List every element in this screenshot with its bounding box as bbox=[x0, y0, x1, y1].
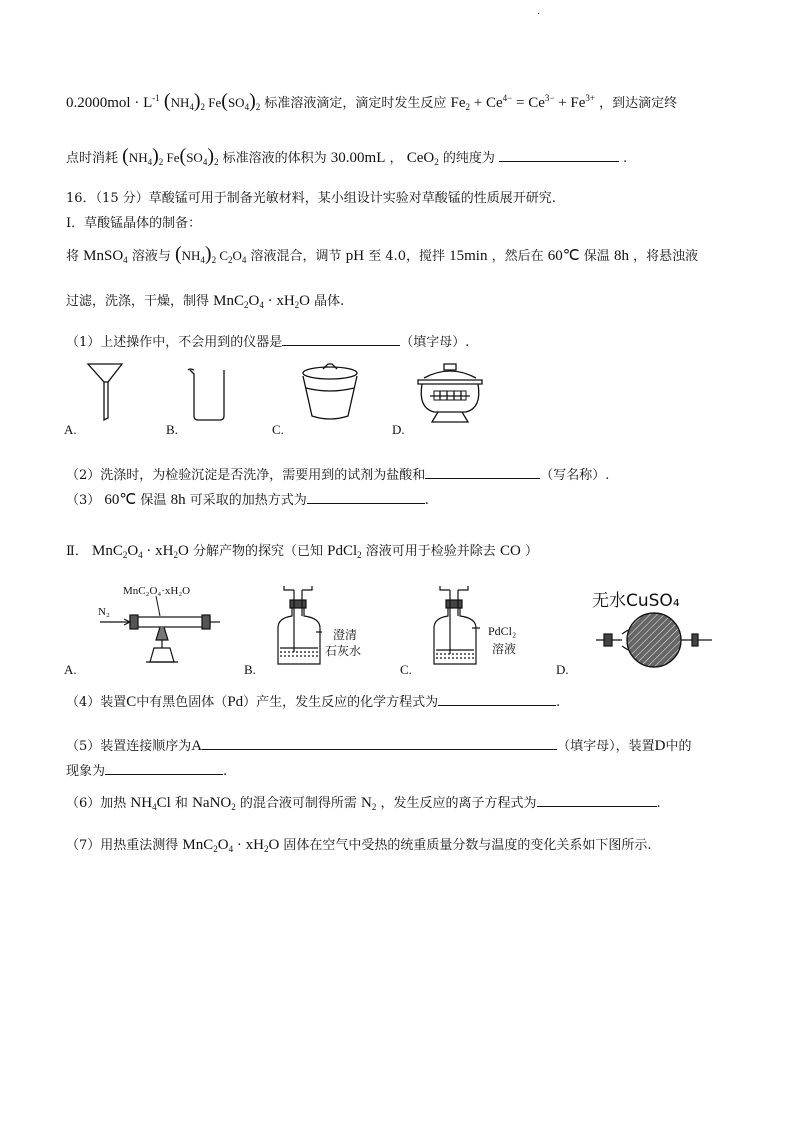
manganese-oxalate-hydrate: $MnC_2O_4 \cdot xH_2O$ bbox=[91, 543, 189, 560]
text: ，到达滴定终 bbox=[599, 96, 678, 111]
reaction-equation: $Fe_2 + Ce^{4-} = Ce^{3-} + Fe^{3+}$ bbox=[450, 93, 595, 112]
para1-line1 bbox=[66, 243, 698, 266]
option-c-label: C. bbox=[272, 422, 284, 437]
answer-blank[interactable] bbox=[537, 793, 657, 807]
device-c: C bbox=[126, 694, 137, 710]
pdcl2-bottle bbox=[434, 586, 480, 664]
apparatus-option-c: C. bbox=[400, 662, 412, 677]
question-5 bbox=[66, 735, 692, 755]
device-d: D bbox=[654, 738, 666, 754]
pd: Pd bbox=[227, 694, 244, 710]
part2-title bbox=[66, 540, 538, 560]
text: 过滤，洗涤，干燥，制得 bbox=[66, 294, 210, 309]
text: ） bbox=[524, 544, 538, 559]
text: Ⅱ． bbox=[66, 544, 88, 559]
option-d-label: D. bbox=[392, 422, 405, 437]
text: （填字母），装置 bbox=[557, 739, 655, 754]
manganese-oxalate-hydrate: $MnC_2O_4 \cdot xH_2O$ bbox=[182, 837, 280, 854]
text: 可采取的加热方式为 bbox=[189, 493, 307, 508]
anhydrous-cuso4-label: 无水CuSO₄ bbox=[592, 591, 680, 611]
q15-line-1 bbox=[66, 90, 677, 113]
temperature-value: 60℃ bbox=[547, 248, 580, 264]
co: CO bbox=[499, 543, 521, 559]
text: 溶液混合，调节 bbox=[250, 249, 342, 264]
drying-tube bbox=[596, 613, 712, 667]
text: 至 4.0，搅拌 bbox=[368, 249, 445, 264]
text: 分解产物的探究（已知 bbox=[192, 544, 323, 559]
ph: pH bbox=[345, 248, 365, 264]
text: . bbox=[556, 695, 561, 710]
text: ， bbox=[389, 151, 403, 166]
apparatus-a-label: MnC₂O₄·xH₂O bbox=[123, 585, 191, 597]
text: （3） bbox=[66, 493, 101, 508]
time-value: 15min bbox=[449, 248, 488, 264]
text: （4）装置 bbox=[66, 695, 127, 710]
text: ，然后在 bbox=[491, 249, 544, 264]
ammonium-iron-sulfate: $(NH_4)_2$ $Fe(SO_4)_2$ bbox=[122, 145, 219, 167]
text: （写名称）. bbox=[540, 468, 610, 483]
q16-header: 16．（15 分）草酸锰可用于制备光敏材料，某小组设计实验对草酸锰的性质展开研究. bbox=[66, 191, 556, 206]
option-b-label: B. bbox=[166, 422, 178, 437]
text: 的混合液可制得所需 bbox=[239, 796, 357, 811]
text: 和 bbox=[174, 796, 188, 811]
part1-title: Ⅰ．草酸锰晶体的制备： bbox=[66, 216, 202, 231]
question-7 bbox=[66, 834, 652, 854]
question-2 bbox=[66, 464, 609, 483]
text: . bbox=[424, 493, 429, 508]
answer-blank[interactable] bbox=[425, 465, 540, 479]
text: 溶液与 bbox=[131, 249, 171, 264]
apparatus-option-a: A. bbox=[64, 662, 77, 677]
text: 保温 bbox=[140, 493, 167, 508]
apparatus-option-d: D. bbox=[556, 662, 569, 677]
device-a: A bbox=[191, 738, 203, 754]
nano2: NaNO$_2$ bbox=[192, 795, 236, 812]
text: （7）用热重法测得 bbox=[66, 838, 179, 853]
answer-blank[interactable] bbox=[499, 148, 619, 162]
text: 晶体. bbox=[314, 294, 345, 309]
text: 标准溶液的体积为 bbox=[222, 151, 327, 166]
apparatus-option-b: B. bbox=[244, 662, 256, 677]
heated-tube-apparatus bbox=[100, 596, 220, 662]
answer-blank[interactable] bbox=[202, 736, 557, 750]
text: 标准溶液滴定，滴定时发生反应 bbox=[264, 96, 447, 111]
text: （2）洗涤时，为检验沉淀是否洗净，需要用到的试剂为盐酸和 bbox=[66, 468, 426, 483]
volume-value: 30.00mL bbox=[330, 150, 386, 166]
nitrogen-label: N₂ bbox=[98, 606, 110, 618]
ceo2: CeO$_2$ bbox=[406, 150, 439, 167]
text: . bbox=[223, 764, 228, 779]
time-value: 8h bbox=[170, 492, 186, 508]
answer-blank[interactable] bbox=[282, 332, 400, 346]
text: 溶液可用于检验并除去 bbox=[365, 544, 496, 559]
answer-blank[interactable] bbox=[438, 692, 556, 706]
question-6 bbox=[66, 792, 661, 812]
limewater-bottle bbox=[278, 586, 322, 664]
text: 固体在空气中受热的统重质量分数与温度的变化关系如下图所示. bbox=[283, 838, 652, 853]
question-4 bbox=[66, 691, 560, 711]
top-dot: . bbox=[537, 6, 541, 17]
answer-blank[interactable] bbox=[307, 490, 425, 504]
text: （填字母）. bbox=[400, 335, 470, 350]
crucible-icon bbox=[303, 364, 357, 419]
text: 中有黑色固体（ bbox=[136, 695, 228, 710]
answer-blank[interactable] bbox=[105, 761, 223, 775]
n2: $N_2$ bbox=[361, 795, 377, 812]
nh4cl: $NH_4Cl$ bbox=[130, 795, 171, 812]
text: （5）装置连接顺序为 bbox=[66, 739, 192, 754]
text: 的纯度为 bbox=[442, 151, 495, 166]
manganese-oxalate-hydrate: $MnC_2O_4 \cdot xH_2O$ bbox=[213, 293, 311, 310]
funnel-icon bbox=[88, 364, 122, 420]
text: ，将悬浊液 bbox=[633, 249, 699, 264]
text: （6）加热 bbox=[66, 796, 127, 811]
instrument-figure bbox=[60, 360, 500, 430]
text: （1）上述操作中，不会用到的仪器是 bbox=[66, 335, 283, 350]
concentration: $0.2000mol \cdot L^{-1}$ bbox=[66, 93, 160, 111]
text: . bbox=[623, 151, 628, 166]
text: ，发生反应的离子方程式为 bbox=[380, 796, 537, 811]
time-value: 8h bbox=[613, 248, 629, 264]
option-a-label: A. bbox=[64, 422, 77, 437]
limewater-label-2: 石灰水 bbox=[325, 644, 362, 658]
text: ）产生，发生反应的化学方程式为 bbox=[243, 695, 439, 710]
text: . bbox=[656, 796, 661, 811]
mnso4: MnSO$_4$ bbox=[83, 248, 128, 265]
text: 中的 bbox=[665, 739, 692, 754]
pdcl2-label-1: PdCl₂ bbox=[488, 624, 517, 638]
text: 保温 bbox=[583, 249, 610, 264]
question-5-line2 bbox=[66, 760, 227, 779]
question-1 bbox=[66, 331, 469, 350]
para1-line2 bbox=[66, 290, 344, 310]
temperature-value: 60℃ bbox=[104, 492, 137, 508]
text: 点时消耗 bbox=[66, 151, 119, 166]
ammonium-iron-sulfate: $(NH_4)_2$ $Fe(SO_4)_2$ bbox=[163, 90, 261, 112]
pdcl2-label-2: 溶液 bbox=[492, 642, 517, 656]
q15-line-2 bbox=[66, 145, 627, 168]
text: 将 bbox=[66, 249, 80, 264]
text: 现象为 bbox=[66, 764, 106, 779]
desiccator-icon bbox=[418, 364, 482, 422]
pdcl2: PdCl$_2$ bbox=[327, 543, 362, 560]
beaker-icon bbox=[188, 369, 224, 420]
limewater-label-1: 澄清 bbox=[333, 628, 358, 642]
ammonium-oxalate: $(NH_4)_2$ $C_2O_4$ bbox=[174, 243, 247, 265]
question-3 bbox=[66, 489, 429, 509]
